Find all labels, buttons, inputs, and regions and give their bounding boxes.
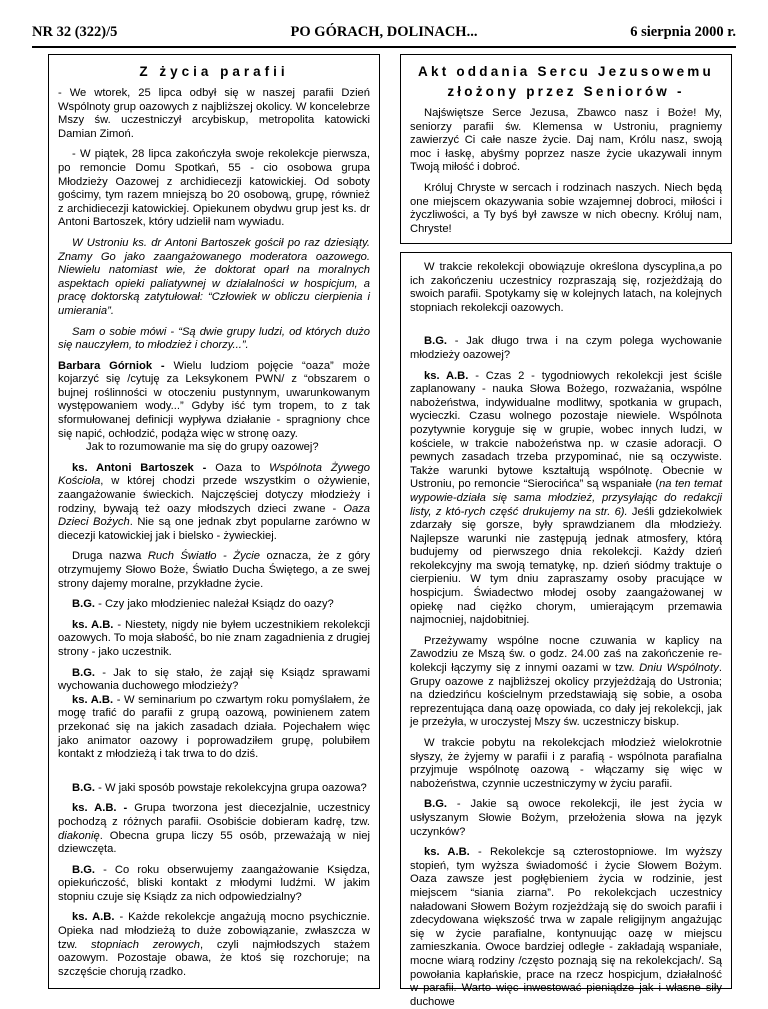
interview-answer: ks. A.B. - Niestety, nigdy nie byłem uczestnikiem rekolekcji oazowych. To moja słabość, bo nie znam zagadnienia z drugiej strony - jako uczestnik. [58,618,370,658]
interview-answer: ks. A.B. - Czas 2 - tygodniowych rekolekcji jest ściśle zaplanowany - nauka Słowa Bożego, rozważania, wspólne nabożeństwa, indywidualne modlitwy, spotkania w grupach, wycieczki. Czasu wolnego pozostaje niewiele. Wspólnota pozytywnie koryguje się w grupie, wobec innych ludzi, w kościele, w trakcie nabożeństwa np. w czasie adoracji. O pewnych zasadach trzeba przypominać, nie są oczywiste. Także warunki bytowe kształtują wspólnotę. Obecnie w Ustroniu, po remoncie “Sierocińca” są wspaniałe (na ten temat wypowie-działa się sama młodzież, przysyłając do redakcji listy, z któ-rych część drukujemy na str. 6). Jeśli gdziekolwiek zdarzały się gorsze, były sprawdzianem dla młodzieży. Najlepsze warunki nie zastępują jednak atmosfery, którą budujemy od pierwszego dnia rekolekcji. Każdy dzień rekolekcyjny ma swoją tematykę, np. dzień siódmy traktuje o cierpieniu. W tym dniu zapraszamy osoby pracujące w hospicjum. Świadectwo młodej osoby zaangażowanej w opiekę nad ciężko chorym, umierającym przemawia najmocniej, najdobitniej. [410,369,723,627]
header-rule [32,46,736,48]
interview-question: B.G. - W jaki sposób powstaje rekolekcyjna grupa oazowa? [72,781,367,794]
speaker-name: B.G. [72,863,95,876]
interview-answer: ks. A.B. - Grupa tworzona jest diecezjalnie, uczestnicy pochodzą z różnych parafii. Osobiście dobieram kadrę, tzw. diakonię. Obecna grupa liczy 55 osób, przeważają w niej dziewczęta. [58,802,370,856]
interview-question: B.G. - Co roku obserwujemy zaangażowanie Księdza, opiekuńczość, bliski kontakt z młodymi ludźmi. W jakim stopniu czuje się Ksiądz za nich odpowiedzialny? [58,863,370,903]
speaker-name: Barbara Górniok - [58,359,165,372]
prayer-paragraph: Najświętsze Serce Jezusa, Zbawco nasz i Boże! My, seniorzy parafii św. Klemensa w Ustroniu, pragniemy zawierzyć Ci całe nasze życie. Daj nam, Królu nasz, swoją moc i łaskę, abyśmy poprzez nasze życie ukazywali innym Twoją miłość i dobroć. [410,107,722,174]
speaker-name: ks. A.B. [424,369,469,382]
article-title: Z życia parafii [139,64,289,79]
speaker-name: ks. A.B. [72,693,114,706]
quote-paragraph: Sam o sobie mówi - “Są dwie grupy ludzi, od których dużo się nauczyłem, to młodzież i chorzy...”. [58,325,370,352]
speaker-name: ks. A.B. [424,846,470,859]
paragraph: Przeżywamy wspólne nocne czuwania w kaplicy na Zawodziu ze Mszą św. o godz. 24.00 zaś na zakończenie re-kolekcji łączymy się z innymi oazami w tzw. Dniu Wspólnoty. Grupy oazowe z najbliższej okolicy przyjeżdżają do Ustronia; na dziedzińcu kościelnym przedstawiają się sobie, a osoba reprezentująca daną oazę opowiada, co dały jej rekolekcji, jak je przeżyła, w uroczystej Mszy św. uczestniczy biskup. [410,634,722,729]
interview-question: Barbara Górniok - Wielu ludziom pojęcie “oaza” może kojarzyć się /cytuję za Leksykonem PWN/ z “obszarem o bujnej roślinności w otoczeniu pustynnym, uwarunkowanym występowaniem wody...” Gdyby iść tym tropem, to z tak sformułowanej definicji wypływa działanie - spragniony chce się napić, ochłodzić, podąża więc w stronę oazy. [58,359,370,440]
interview-question-tail: Jak to rozumowanie ma się do grupy oazowej? [86,441,319,454]
news-item: - We wtorek, 25 lipca odbył się w naszej parafii Dzień Wspólnoty grup oazowych z najbliższej okolicy. W koncelebrze Mszy św. uczestniczył arcybiskup, metropolita katowicki Damian Zimoń. [58,87,370,140]
speaker-name: ks. A.B. [72,618,114,631]
speaker-name: ks. A.B. [72,911,115,924]
interview-question: B.G. - Jakie są owoce rekolekcji, ile jest życia w usłyszanym Słowie Bożym, przełożenia słowa na język uczynków? [410,798,722,838]
speaker-name: B.G. [424,335,447,348]
page-header [32,18,736,44]
news-item: - W piątek, 28 lipca zakończyła swoje rekolekcje pierwsza, po remoncie Domu Spotkań, 55 - cio osobowa grupa Młodzieży Oazowej z archidiecezji katowickiej. Od soboty gościmy, tym razem mniejszą bo 20 osobową, grupę, również z archidiecezji katowickiej. Opiekunem obydwu grup jest ks. dr Antoni Bartoszek, który udzielił nam wywiadu. [58,148,370,229]
speaker-name: ks. Antoni Bartoszek - [72,461,207,474]
interview-question: B.G. - Jak długo trwa i na czym polega wychowanie młodzieży oazowej? [410,335,722,361]
speaker-name: ks. A.B. - [72,802,128,815]
interview-continuation [400,252,732,1008]
paragraph: W trakcie pobytu na rekolekcjach młodzież wielokrotnie słyszy, że żyjemy w parafii i z parafią - wspólnota parafialna przyjmuje wspólnotę oazową - włączamy się więc w nabożeństwa, czynnie uczestniczymy w życiu parafii. [410,737,722,790]
paragraph: W trakcie rekolekcji obowiązuje określona dyscyplina,a po ich zakończeniu uczestnicy rozpraszają się, rozjeżdżają do swoich parafii. Spotykamy się w kolejnych latach, na kolejnych stopniach rekolekcji oazowych. [410,261,722,314]
interview-question: B.G. - Czy jako młodzieniec należał Ksiądz do oazy? [72,598,334,611]
speaker-name: B.G. [72,781,95,794]
intro-paragraph: W Ustroniu ks. dr Antoni Bartoszek gościł po raz dziesiąty. Znamy Go jako zaangażowanego moderatora oazowego. Niewielu natomiast wie, że doktorat oparł na moralnych aspektach opieki paliatywnej w działalności w hospicjum, a pracę doktorską zatytułował: “Człowiek w obliczu cierpienia i umierania”. [58,236,370,317]
interview-question: B.G. - Jak to się stało, że zajął się Ksiądz sprawami wychowania duchowego młodzieży? [58,666,370,693]
prayer-paragraph: Króluj Chryste w sercach i rodzinach naszych. Niech będą one miejscem okazywania sobie wzajemnej dobroci, miłości i życzliwości, a Ty byś był zawsze w nich obecny. Króluj nam, Chryste! [410,181,722,235]
speaker-name: B.G. [424,798,447,811]
issue-number: NR 32 (322)/5 [32,24,118,40]
speaker-name: B.G. [72,598,95,611]
right-column [400,54,732,1008]
interview-answer: ks. A.B. - W seminarium po czwartym roku pomyślałem, że mogę trafić do parafii z grupą oazową, powinienem zatem przekonać się na jakich zasadach działa. Pojechałem więc jako animator oazowy i poprowadziłem grupę, polubiłem kontakt z młodzieżą i tak trwa to do dziś. [58,693,370,761]
prayer-title-line2: złożony przez Seniorów - [447,84,685,99]
parish-life-article [48,54,380,989]
speaker-name: B.G. [72,666,95,679]
left-column [48,54,380,989]
interview-answer: ks. A.B. - Rekolekcje są czterostopniowe. Im wyższy stopień, tym wyższa świadomość i życie Słowem Bożym. Oaza zawsze jest pogłębieniem życia w rodzinie, jest miejscem “siania ziarna”. Po rekolekcjach uczestnicy naładowani Słowem Bożym rozjeżdżają się do swoich parafii i zdecydowana większość trwa w zapale religijnym angażując się w życie parafialne, kontynuując oazę w miejscu zamieszkania. Owoce bardziej odległe - zakładają wspaniałe, mocne wiarą rodziny /często poznają się na rekolekcjach/. Są powołania kapłańskie, prace na rzecz hospicjum, działalność w parafii. Warto więc inwestować pieniądze jak i własne siły duchowe [410,846,723,1008]
issue-date: 6 sierpnia 2000 r. [630,24,736,40]
publication-title: PO GÓRACH, DOLINACH... [290,24,478,40]
prayer-title-line1: Akt oddania Sercu Jezusowemu [418,64,714,79]
prayer-box [400,54,732,244]
paragraph: Druga nazwa Ruch Światło - Życie oznacza, że z góry otrzymujemy Słowo Boże, Światło Ducha Świętego, a ze swej strony dajemy moralne, przykładne życie. [58,550,370,590]
interview-answer: ks. A.B. - Każde rekolekcje angażują mocno psychicznie. Opieka nad młodzieżą to duże zobowiązanie, zwłaszcza w tzw. stopniach zerowych, czyli najmłodszych stażem oazowym. Pozostaje obawa, że ktoś się rozchoruje; na szczęście chorują rzadko. [58,911,371,978]
interview-answer: ks. Antoni Bartoszek - Oaza to Wspólnota Żywego Kościoła, w której chodzi przede wszystkim o ożywienie, zaangażowanie świeckich. Najczęściej dotyczy młodzieży i rodziny, bywają też oazy młodszych dzieci zwane - Oaza Dzieci Bożych. Nie są one jednak zbyt popularne zarówno w diecezji katowickiej jak i bielsko - żywieckiej. [58,461,370,542]
